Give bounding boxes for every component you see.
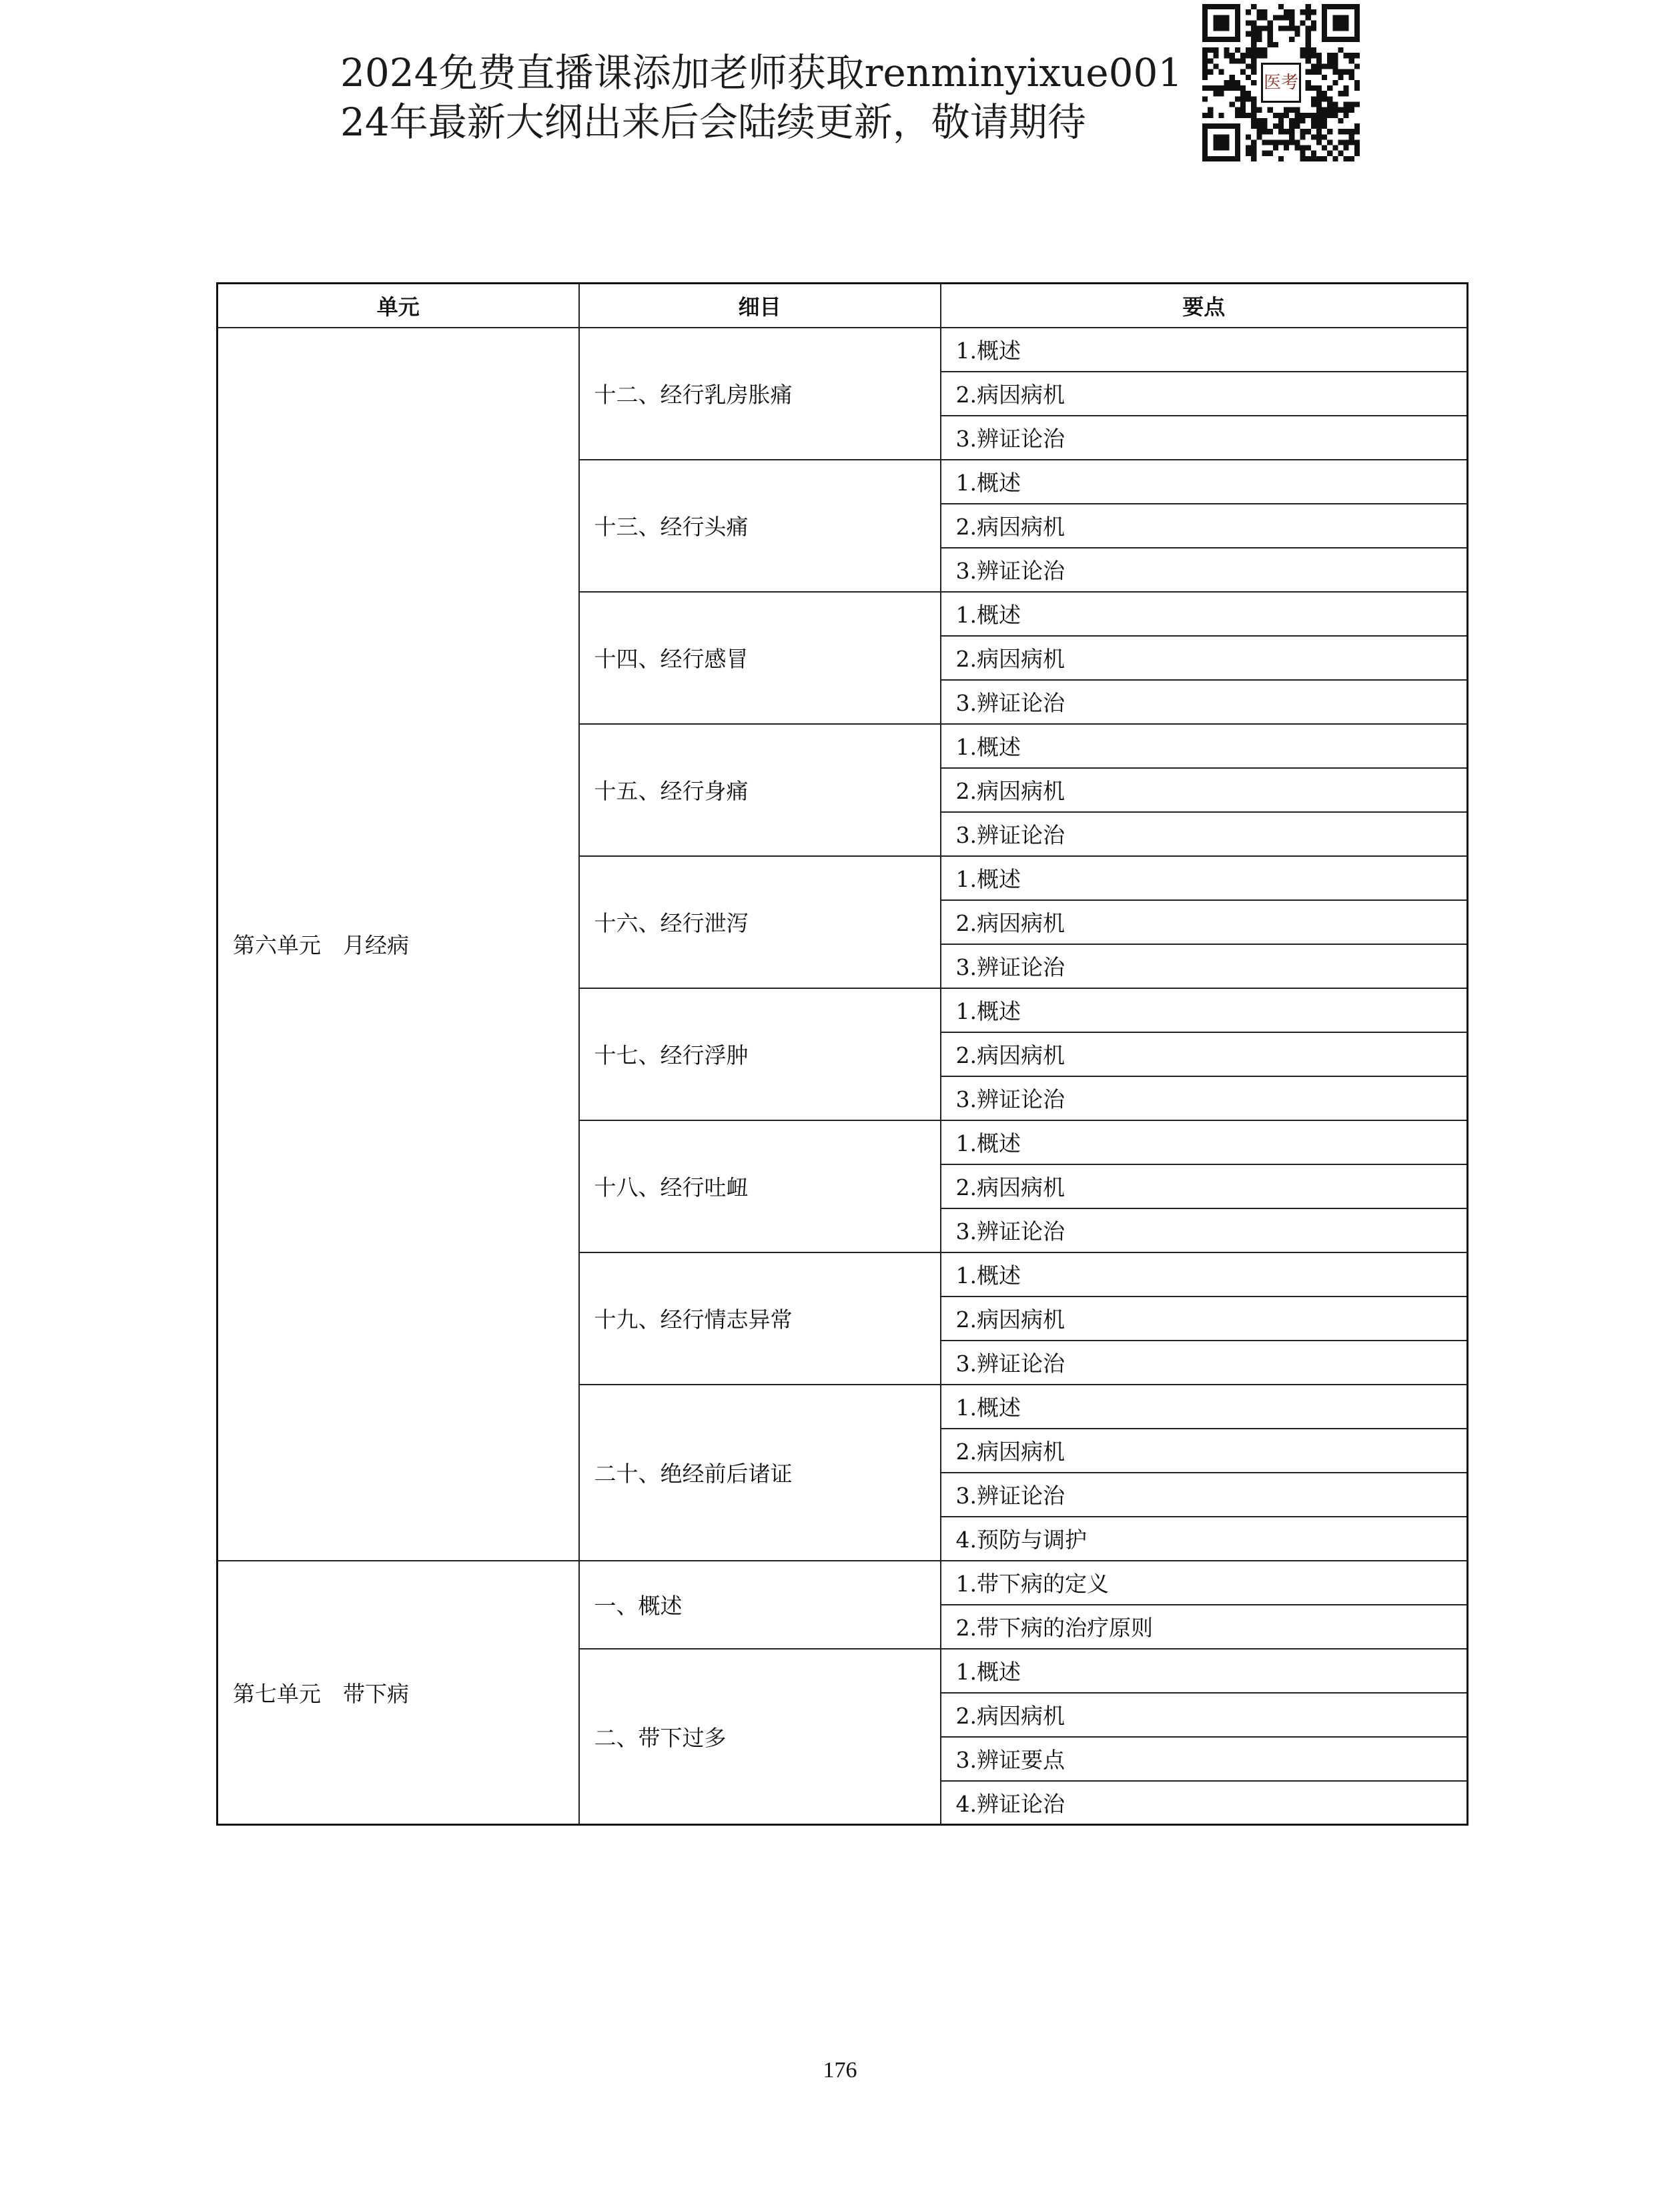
point-cell: 2.病因病机	[941, 900, 1468, 944]
item-cell: 十八、经行吐衄	[579, 1120, 941, 1252]
table-header-row	[218, 284, 1468, 328]
point-cell: 1.概述	[941, 988, 1468, 1032]
point-cell: 3.辨证论治	[941, 1076, 1468, 1120]
point-cell: 2.病因病机	[941, 1164, 1468, 1208]
watermark-header	[340, 48, 1188, 147]
point-cell: 3.辨证论治	[941, 1208, 1468, 1252]
point-cell: 1.概述	[941, 1120, 1468, 1164]
point-cell: 1.概述	[941, 592, 1468, 636]
qr-logo-text: 医考	[1263, 73, 1299, 93]
unit-cell: 第六单元 月经病	[218, 328, 579, 1561]
item-cell: 十五、经行身痛	[579, 724, 941, 856]
header-line-1: 2024免费直播课添加老师获取renminyixue001	[340, 50, 1183, 95]
point-cell: 1.概述	[941, 1649, 1468, 1693]
point-cell: 4.辨证论治	[941, 1781, 1468, 1825]
item-cell: 十四、经行感冒	[579, 592, 941, 724]
item-cell: 十二、经行乳房胀痛	[579, 328, 941, 460]
point-cell: 2.病因病机	[941, 372, 1468, 416]
point-cell: 1.概述	[941, 1385, 1468, 1429]
point-cell: 4.预防与调护	[941, 1517, 1468, 1561]
point-cell: 1.概述	[941, 724, 1468, 768]
item-cell: 二十、绝经前后诸证	[579, 1385, 941, 1561]
item-cell: 一、概述	[579, 1561, 941, 1649]
point-cell: 3.辨证论治	[941, 416, 1468, 460]
page-number: 176	[823, 2058, 857, 2083]
item-cell: 十六、经行泄泻	[579, 856, 941, 988]
point-cell: 2.病因病机	[941, 768, 1468, 812]
point-cell: 3.辨证论治	[941, 1341, 1468, 1385]
column-header-item: 细目	[579, 284, 941, 328]
item-cell: 二、带下过多	[579, 1649, 941, 1825]
point-cell: 2.病因病机	[941, 1297, 1468, 1341]
qr-code-icon	[1202, 4, 1360, 161]
point-cell: 3.辨证要点	[941, 1737, 1468, 1781]
table-body	[218, 328, 1468, 1825]
point-cell: 2.病因病机	[941, 504, 1468, 548]
table-row	[218, 328, 1468, 372]
point-cell: 3.辨证论治	[941, 812, 1468, 856]
table-row	[218, 1561, 1468, 1605]
point-cell: 3.辨证论治	[941, 1473, 1468, 1517]
point-cell: 2.病因病机	[941, 1429, 1468, 1473]
point-cell: 2.病因病机	[941, 1032, 1468, 1076]
point-cell: 1.概述	[941, 1252, 1468, 1297]
point-cell: 1.概述	[941, 328, 1468, 372]
column-header-unit: 单元	[218, 284, 579, 328]
header-line-2: 24年最新大纲出来后会陆续更新，敬请期待	[340, 99, 1086, 145]
item-cell: 十七、经行浮肿	[579, 988, 941, 1120]
point-cell: 3.辨证论治	[941, 944, 1468, 988]
point-cell: 2.病因病机	[941, 1693, 1468, 1737]
item-cell: 十三、经行头痛	[579, 460, 941, 592]
unit-cell: 第七单元 带下病	[218, 1561, 579, 1825]
point-cell: 2.带下病的治疗原则	[941, 1605, 1468, 1649]
point-cell: 3.辨证论治	[941, 548, 1468, 592]
point-cell: 3.辨证论治	[941, 680, 1468, 724]
point-cell: 1.概述	[941, 856, 1468, 900]
point-cell: 1.带下病的定义	[941, 1561, 1468, 1605]
point-cell: 1.概述	[941, 460, 1468, 504]
item-cell: 十九、经行情志异常	[579, 1252, 941, 1385]
point-cell: 2.病因病机	[941, 636, 1468, 680]
column-header-point: 要点	[941, 284, 1468, 328]
syllabus-table	[216, 282, 1468, 1826]
